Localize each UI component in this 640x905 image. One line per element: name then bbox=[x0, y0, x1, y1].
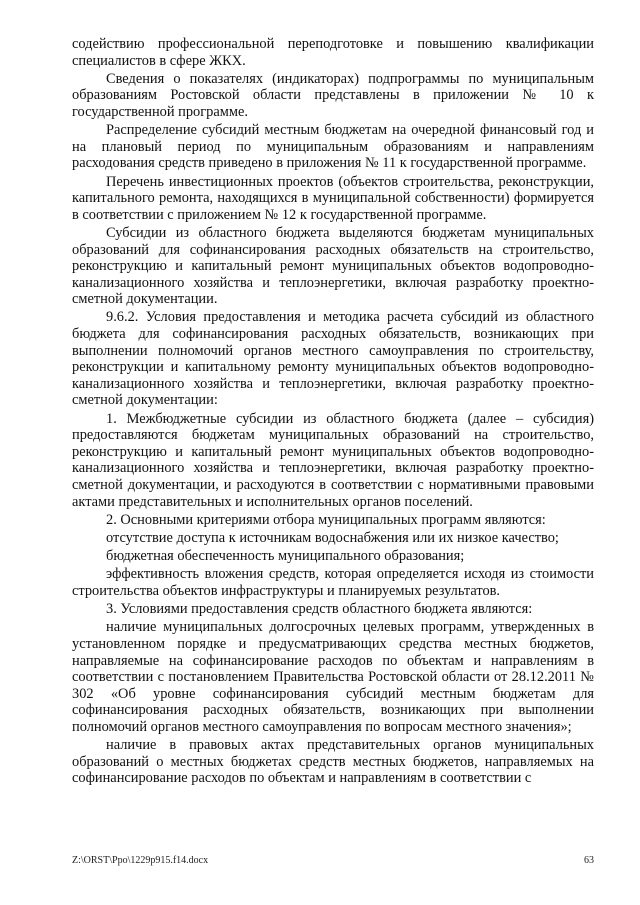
paragraph-6: 9.6.2. Условия предоставления и методика расчета субсидий из областного бюджета для софинансирования расходных обязательств, возникающих при выполнении полномочий органов местного самоуправления по строительству, реконструкции и капитальному ремонту муниципальных объектов водопроводно-канализационного хозяйства и теплоэнергетики, включая разработку проектно-сметной документации: bbox=[72, 309, 594, 409]
paragraph-11: эффективность вложения средств, которая определяется исходя из стоимости строительства объектов инфраструктуры и планируемых результатов. bbox=[72, 566, 594, 599]
paragraph-4: Перечень инвестиционных проектов (объектов строительства, реконструкции, капитального ремонта, находящихся в муниципальной собственности) формируется в соответствии с приложением № 12 к государственной программе. bbox=[72, 173, 594, 223]
document-body bbox=[72, 36, 594, 788]
paragraph-13: наличие муниципальных долгосрочных целевых программ, утвержденных в установленном порядке и предусматривающих средства местных бюджетов, направляемые на софинансирование расходов по объектам и направлениям в соответствии с постановлением Правительства Ростовской области от 28.12.2011 № 302 «Об уровне софинансирования субсидий местным бюджетам для софинансирования расходных обязательств, возникающих при выполнении полномочий органов местного самоуправления по вопросам местного значения»; bbox=[72, 619, 594, 735]
paragraph-1: содействию профессиональной переподготовке и повышению квалификации специалистов в сфере ЖКХ. bbox=[72, 36, 594, 69]
paragraph-7: 1. Межбюджетные субсидии из областного бюджета (далее – субсидия) предоставляются бюджетам муниципальных образований на строительство, реконструкцию и капитальный ремонт муниципальных объектов водопроводно-канализационного хозяйства и теплоэнергетики, включая разработку проектно-сметной документации, и расходуются в соответствии с нормативными правовыми актами представительных и исполнительных органов поселений. bbox=[72, 410, 594, 510]
paragraph-12: 3. Условиями предоставления средств областного бюджета являются: bbox=[106, 601, 533, 618]
page-number: 63 bbox=[584, 855, 594, 866]
paragraph-14: наличие в правовых актах представительных органов муниципальных образований о местных бюджетах средств местных бюджетов, направляемых на софинансирование расходов по объектам и направлениям в соответствии с bbox=[72, 737, 594, 787]
page-footer bbox=[72, 855, 594, 866]
paragraph-3: Распределение субсидий местным бюджетам на очередной финансовый год и на плановый период по муниципальным образованиям и направлениям расходования средств приведено в приложения № 11 к государственной программе. bbox=[72, 122, 594, 172]
paragraph-10: бюджетная обеспеченность муниципального образования; bbox=[106, 548, 465, 565]
paragraph-8: 2. Основными критериями отбора муниципальных программ являются: bbox=[106, 511, 546, 528]
file-path: Z:\ORST\Ppo\1229p915.f14.docx bbox=[72, 855, 209, 866]
paragraph-5: Субсидии из областного бюджета выделяются бюджетам муниципальных образований для софинансирования расходных обязательств на строительство, реконструкцию и капитальный ремонт муниципальных объектов водопроводно-канализационного хозяйства и теплоэнергетики, включая разработку проектно-сметной документации. bbox=[72, 224, 594, 308]
paragraph-9: отсутствие доступа к источникам водоснабжения или их низкое качество; bbox=[106, 529, 559, 546]
paragraph-2: Сведения о показателях (индикаторах) подпрограммы по муниципальным образованиям Ростовской области представлены в приложении № 10 к государственной программе. bbox=[72, 70, 594, 120]
